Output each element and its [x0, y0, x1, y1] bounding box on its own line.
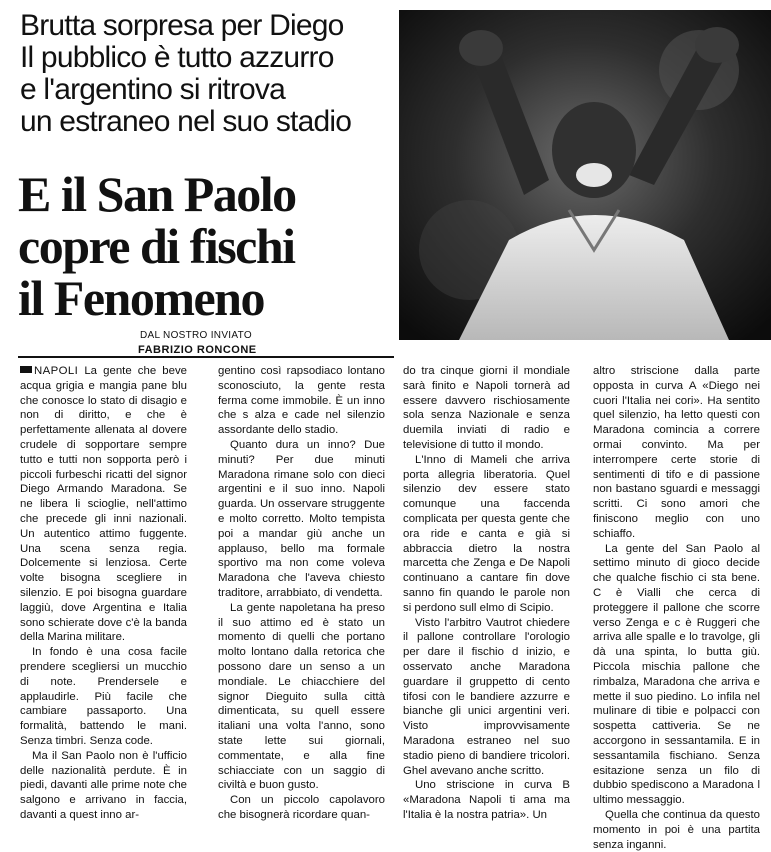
article-kicker — [20, 10, 395, 138]
byline-note: DAL NOSTRO INVIATO — [140, 330, 252, 341]
headline-line: E il San Paolo — [18, 166, 296, 222]
paragraph: Quella che continua da questo momento in poi è una partita senza inganni. — [593, 808, 760, 851]
paragraph: Uno striscione in curva B «Maradona Napoli ti ama ma l'Italia è la nostra patria». Un — [403, 779, 570, 821]
paragraph: Quanto dura un inno? Due minuti? Per due minuti Maradona rimane solo con dieci argentini e il suo inno. Napoli guarda. Un osservare struggente e molto corretto. Molto tempista poi a mandar giù anche un applauso, bello ma formale sportivo ma non come voleva Maradona che l'aveva chiesto traditore, arrabbiato, di vendetta. — [218, 438, 385, 599]
dateline-marker-icon — [20, 366, 32, 373]
byline-author: FABRIZIO RONCONE — [138, 344, 257, 356]
headline-line: il Fenomeno — [18, 270, 264, 326]
kicker-line: un estraneo nel suo stadio — [20, 105, 352, 138]
paragraph: La gente del San Paolo al settimo minuto di gioco decide che qualche fischio ci sta bene. C è Vialli che cerca di proteggere il pallone che scorre verso Zenga e c è Ruggeri che arriva alle spalle e lo travolge, gli dà una spinta, lo butta giù. Piccola mischia pallone che rimbalza, Maradona che arriva e mette il suo piedino. Lo infila nel mulinare di tibie e polpacci con sospetta cattiveria. Se ne accorgono in sessantamila. E in sessantamila fischiano. Senza esitazione senza un filo di dubbio spediscono a Maradona l ultimo messaggio. — [593, 542, 760, 807]
paragraph: altro striscione dalla parte opposta in curva A «Diego nei cuori l'Italia nei cori». Ha sentito quel silenzio, ha letto questi con Maradona comincia a correre ormai convinto. Ma per interrompere certe storie di sentimenti di tifo e di passione non bastano sguardi e messaggi scritti. Ci sono amori che finiscono meglio con uno schiaffo. — [593, 365, 760, 540]
headline-line: copre di fischi — [18, 218, 295, 274]
dateline: NAPOLI — [34, 365, 79, 377]
photo-player-celebrating-icon — [399, 10, 771, 340]
paragraph-text: La gente che beve acqua grigia e mangia pane blu che conosce lo stato di disagio e non di diritto, e che è perfettamente allenata al dovere crudele di sopportare sempre tutto e tutti non sopporta però i piccoli furbeschi ricatti del signor Diego Armando Maradona. Se ne libera li scioglie, nell'attimo che precede gli inni nazionali. Un autentico attimo fuggente. Una scena senza regia. Dolcemente si lenziosa. Certe volte bisogna scegliere in silenzio. E poi bisogna guardare laggiù, dove Argentina e Italia sono schierate dove c'è la banda della Marina militare. — [20, 365, 188, 644]
article-column-3 — [403, 364, 570, 823]
article-headline — [18, 168, 393, 324]
paragraph: Visto l'arbitro Vautrot chiedere il pallone controllare l'orologio per dare il fischio d inizio, e osservato anche Maradona guardare il gruppetto di cento tifosi con le bandiere azzurre e bianche gli unici argentini veri. Visto improvvisamente Maradona estraneo nel suo stadio pieno di bandiere tricolori. Ghel avevano anche scritto. — [403, 616, 570, 777]
kicker-line: e l'argentino si ritrova — [20, 73, 285, 106]
article-photo — [399, 10, 771, 340]
paragraph: do tra cinque giorni il mondiale sarà finito e Napoli tornerà ad essere davvero rischiosamente sola senza Nazionale e senza duemila inviati di radio e televisione di tutto il mondo. — [403, 365, 570, 451]
byline-divider — [18, 356, 394, 358]
kicker-line: Il pubblico è tutto azzurro — [20, 41, 334, 74]
paragraph: In fondo è una cosa facile prendere scegliersi un mucchio di note. Prendersele e applaudirle. Più facile che cambiare passaporto. Una formalità, battendo le mani. Senza timbri. Senza code. — [20, 646, 187, 747]
paragraph: Con un piccolo capolavoro che bisognerà ricordare quan- — [218, 794, 385, 821]
paragraph: L'Inno di Mameli che arriva porta allegria liberatoria. Quel silenzio dev essere stato comunque una faccenda complicata per questa gente che ora ride e canta e già si abbraccia dietro la nostra marcetta che Zenga e De Napoli continuano a cantare fin dove sanno fin quando le parole non si perdono sull elmo di Scipio. — [403, 453, 570, 614]
article-column-4 — [593, 364, 760, 852]
paragraph: Ma il San Paolo non è l'ufficio delle nazionalità perdute. È in piedi, davanti alle prime note che salgono e arrivano in faccia, davanti a quest inno ar- — [20, 749, 187, 821]
article-column-1 — [20, 364, 187, 823]
paragraph: La gente napoletana ha preso il suo attimo ed è stato un momento di quelli che portano molto lontano dalla retorica che possono dare un senso a un mondiale. Le chiacchiere del signor Dieguito sulla città dimenticata, su quell essere italiani una volta l'anno, sono state lette sui giornali, commentate, e alla fine schiacciate con un saggio di civiltà e buon gusto. — [218, 601, 385, 792]
paragraph — [20, 364, 187, 645]
kicker-line: Brutta sorpresa per Diego — [20, 9, 344, 42]
paragraph: gentino così rapsodiaco lontano sconosciuto, la gente resta ferma come immobile. È un inno che s alza e cade nel silenzio assordante dello stadio. — [218, 365, 385, 437]
article-column-2 — [218, 364, 385, 823]
